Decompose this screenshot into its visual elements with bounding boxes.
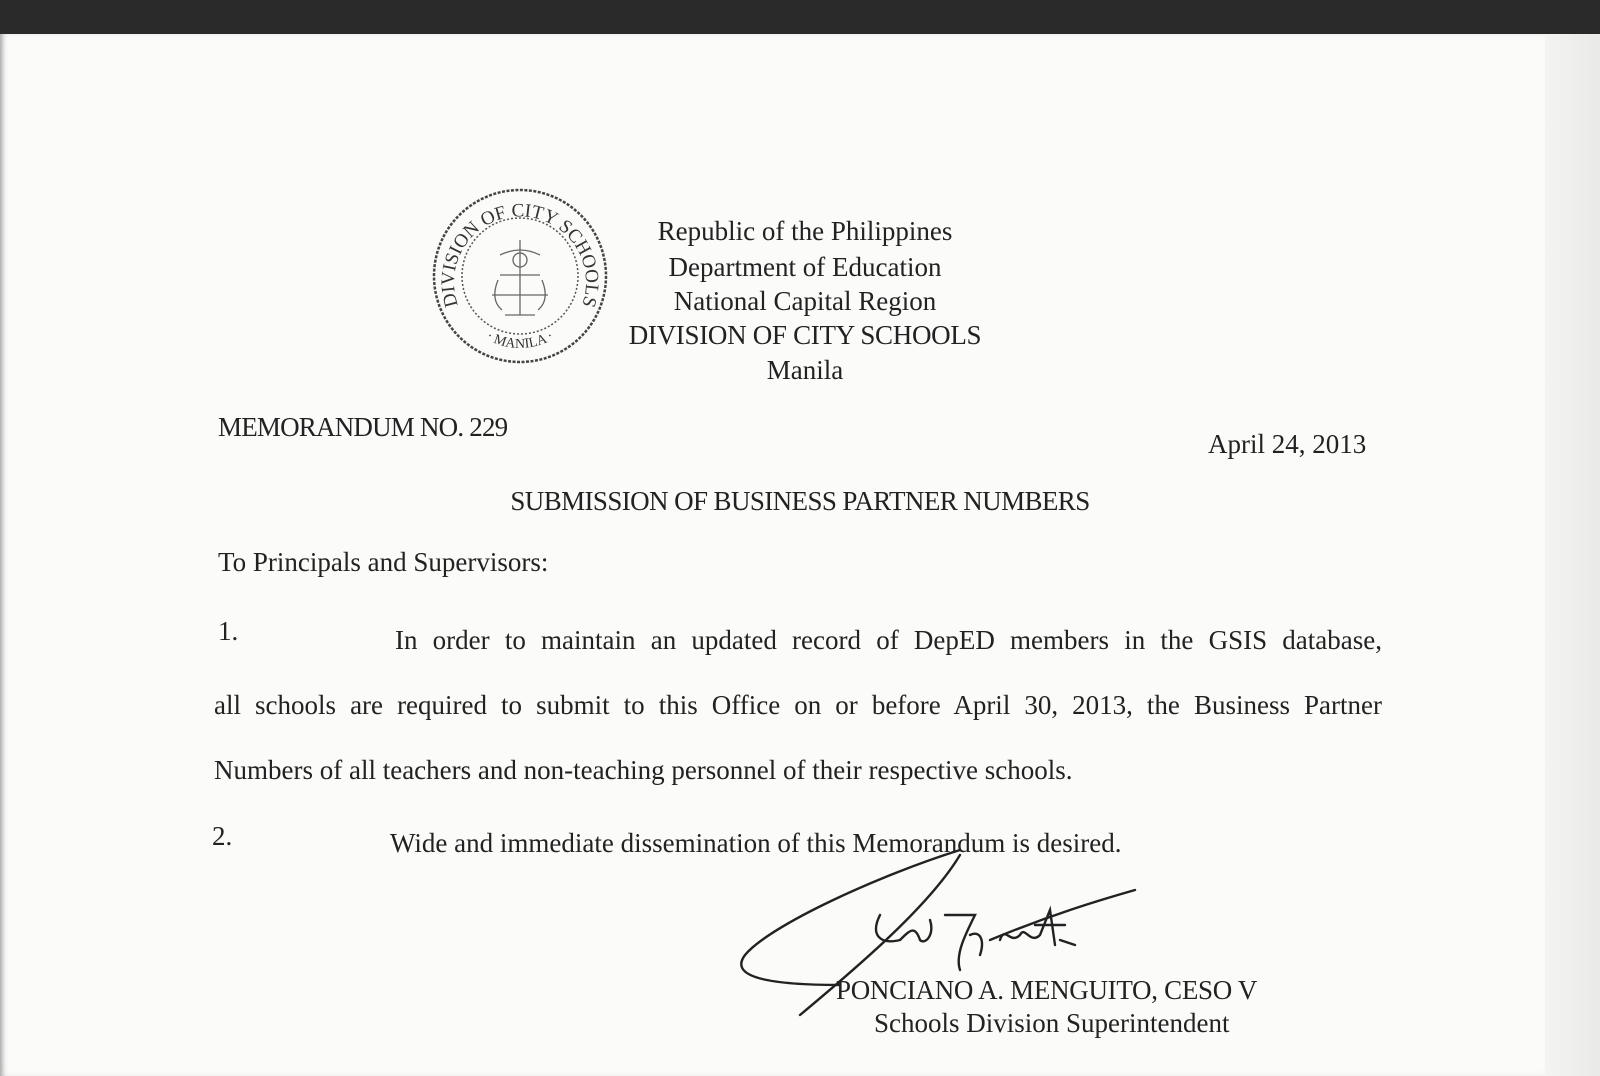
paragraph-line: In order to maintain an updated record of DepED members in the GSIS database, — [395, 625, 1382, 655]
memo-date: April 24, 2013 — [1208, 429, 1367, 459]
scan-edge — [1545, 34, 1600, 1076]
item-number: 2. — [212, 821, 233, 851]
signatory-name: PONCIANO A. MENGUITO, CESO V — [836, 975, 1258, 1005]
paragraph-line: Wide and immediate dissemination of this Memorandum is desired. — [390, 828, 1122, 858]
header-department: Department of Education — [668, 252, 942, 282]
memo-subject: SUBMISSION OF BUSINESS PARTNER NUMBERS — [510, 486, 1090, 516]
signatory-title: Schools Division Superintendent — [874, 1008, 1230, 1038]
salutation: To Principals and Supervisors: — [218, 547, 549, 577]
item-number: 1. — [218, 616, 239, 646]
header-city: Manila — [766, 355, 844, 385]
division-seal-logo — [430, 185, 610, 367]
paragraph-line: all schools are required to submit to this Office on or before April 30, 2013, the Business Partner — [214, 690, 1382, 720]
header-region: National Capital Region — [673, 286, 937, 316]
svg-text:· MANILA ·: · MANILA · — [483, 328, 557, 352]
memo-number: MEMORANDUM NO. 229 — [218, 412, 508, 442]
header-division: DIVISION OF CITY SCHOOLS — [628, 320, 982, 350]
svg-text:DIVISION OF CITY SCHOOLS: DIVISION OF CITY SCHOOLS — [437, 200, 603, 310]
header-republic: Republic of the Philippines — [657, 216, 953, 246]
paragraph-line: Numbers of all teachers and non-teaching personnel of their respective schools. — [214, 755, 1073, 785]
